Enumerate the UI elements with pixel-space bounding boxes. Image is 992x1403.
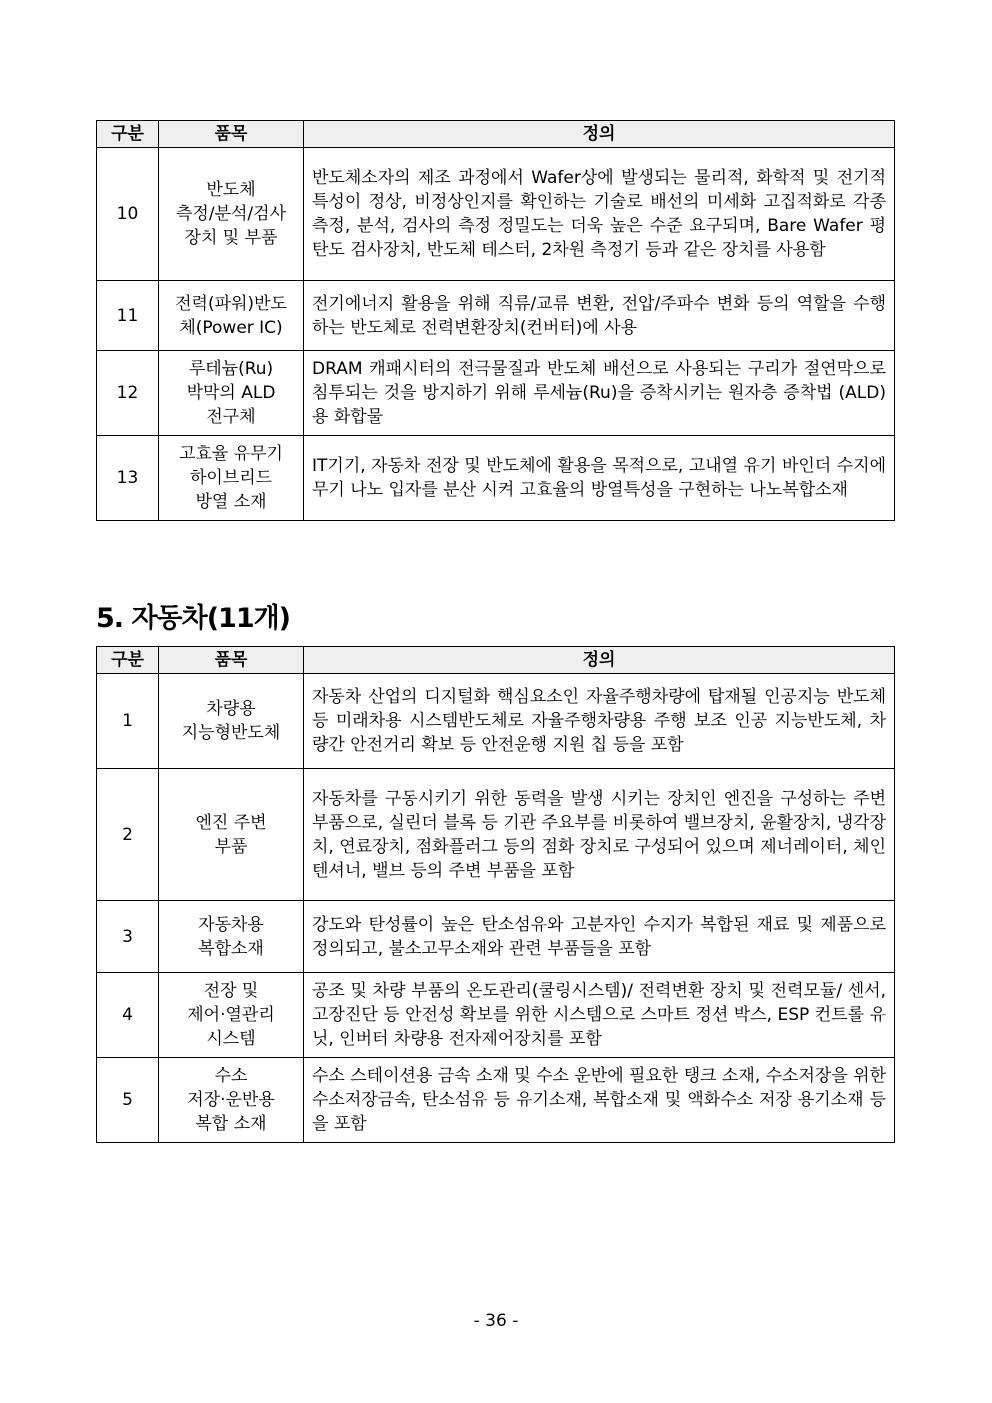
row-item: 엔진 주변 부품 xyxy=(159,769,304,901)
page-number: - 36 - xyxy=(473,1311,519,1331)
table-row xyxy=(97,901,895,973)
header-item: 품목 xyxy=(159,647,304,674)
row-number: 2 xyxy=(97,769,159,901)
row-item: 고효율 유무기 하이브리드 방열 소재 xyxy=(159,436,304,521)
row-definition: 공조 및 차량 부품의 온도관리(쿨링시스템)/ 전력변환 장치 및 전력모듈/ 센서, 고장진단 등 안전성 확보를 위한 시스템으로 스마트 정션 박스, ESP 컨트롤 유닛, 인버터 차량용 전자제어장치를 포함 xyxy=(304,973,895,1058)
table-row xyxy=(97,351,895,436)
row-item: 루테늄(Ru) 박막의 ALD 전구체 xyxy=(159,351,304,436)
table-row xyxy=(97,973,895,1058)
row-number: 1 xyxy=(97,674,159,769)
section-title: 5. 자동차(11개) xyxy=(96,603,291,634)
table-row xyxy=(97,769,895,901)
row-definition: IT기기, 자동차 전장 및 반도체에 활용을 목적으로, 고내열 유기 바인더 수지에 무기 나노 입자를 분산 시켜 고효율의 방열특성을 구현하는 나노복합소재 xyxy=(304,436,895,521)
table-header-row xyxy=(97,121,895,148)
table-row xyxy=(97,281,895,351)
row-number: 12 xyxy=(97,351,159,436)
row-item: 반도체 측정/분석/검사 장치 및 부품 xyxy=(159,148,304,281)
header-definition: 정의 xyxy=(304,121,895,148)
row-definition: 반도체소자의 제조 과정에서 Wafer상에 발생되는 물리적, 화학적 및 전기적 특성이 정상, 비정상인지를 확인하는 기술로 배선의 미세화 고집적화로 각종 측정, 분석, 검사의 측정 정밀도는 더욱 높은 수준 요구되며, Bare Wafer 평탄도 검사장치, 반도체 테스터, 2차원 측정기 등과 같은 장치를 사용함 xyxy=(304,148,895,281)
row-definition: 자동차를 구동시키기 위한 동력을 발생 시키는 장치인 엔진을 구성하는 주변 부품으로, 실린더 블록 등 기관 주요부를 비롯하여 밸브장치, 윤활장치, 냉각장치, 연료장치, 점화플러그 등의 점화 장치로 구성되어 있으며 제너레이터, 체인텐셔너, 밸브 등의 주변 부품을 포함 xyxy=(304,769,895,901)
row-number: 10 xyxy=(97,148,159,281)
row-number: 5 xyxy=(97,1058,159,1143)
semiconductor-items-table xyxy=(96,120,895,521)
row-number: 3 xyxy=(97,901,159,973)
row-item: 자동차용 복합소재 xyxy=(159,901,304,973)
row-item: 차량용 지능형반도체 xyxy=(159,674,304,769)
row-definition: 자동차 산업의 디지털화 핵심요소인 자율주행차량에 탑재될 인공지능 반도체 등 미래차용 시스템반도체로 자율주행차량용 주행 보조 인공 지능반도체, 차량간 안전거리 확보 등 안전운행 지원 칩 등을 포함 xyxy=(304,674,895,769)
row-definition: 전기에너지 활용을 위해 직류/교류 변환, 전압/주파수 변화 등의 역할을 수행하는 반도체로 전력변환장치(컨버터)에 사용 xyxy=(304,281,895,351)
row-item: 전장 및 제어·열관리 시스템 xyxy=(159,973,304,1058)
row-definition: 강도와 탄성률이 높은 탄소섬유와 고분자인 수지가 복합된 재료 및 제품으로 정의되고, 불소고무소재와 관련 부품들을 포함 xyxy=(304,901,895,973)
header-item: 품목 xyxy=(159,121,304,148)
table-row xyxy=(97,436,895,521)
row-definition: DRAM 캐패시터의 전극물질과 반도체 배선으로 사용되는 구리가 절연막으로 침투되는 것을 방지하기 위해 루세늄(Ru)을 증착시키는 원자층 증착법 (ALD)용 화합물 xyxy=(304,351,895,436)
automotive-items-table xyxy=(96,646,895,1143)
table-header-row xyxy=(97,647,895,674)
table-row xyxy=(97,674,895,769)
table-row xyxy=(97,1058,895,1143)
row-number: 13 xyxy=(97,436,159,521)
header-definition: 정의 xyxy=(304,647,895,674)
header-category: 구분 xyxy=(97,647,159,674)
row-definition: 수소 스테이션용 금속 소재 및 수소 운반에 필요한 탱크 소재, 수소저장을 위한 수소저장금속, 탄소섬유 등 유기소재, 복합소재 및 액화수소 저장 용기소재 등을 포함 xyxy=(304,1058,895,1143)
row-number: 4 xyxy=(97,973,159,1058)
row-item: 전력(파워)반도 체(Power IC) xyxy=(159,281,304,351)
table-row xyxy=(97,148,895,281)
row-number: 11 xyxy=(97,281,159,351)
row-item: 수소 저장·운반용 복합 소재 xyxy=(159,1058,304,1143)
header-category: 구분 xyxy=(97,121,159,148)
